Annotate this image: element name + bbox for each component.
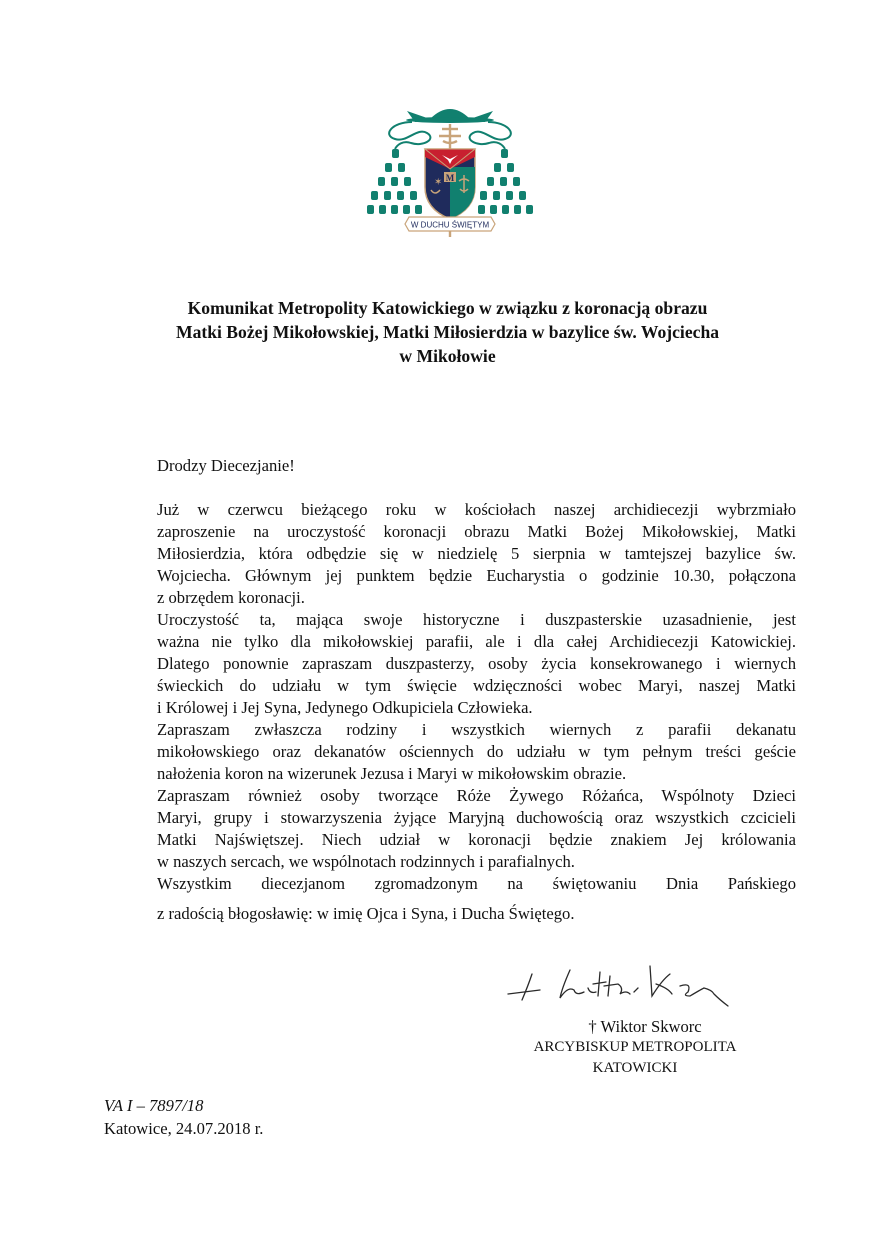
- galero-hat-icon: [406, 109, 494, 123]
- title-line: Komunikat Metropolity Katowickiego w związku z koronacją obrazu: [187, 298, 708, 318]
- signer-role: KATOWICKI: [592, 1060, 678, 1076]
- reference-number: VA I – 7897/18: [104, 1096, 204, 1115]
- greeting: Drodzy Diecezjanie!: [157, 456, 295, 475]
- paragraph-line: Już w czerwcu bieżącego roku w kościołach naszej archidiecezji wybrzmiało: [157, 500, 796, 519]
- handwritten-signature: [500, 950, 750, 1010]
- place-and-date: Katowice, 24.07.2018 r.: [104, 1119, 264, 1138]
- tassels-right-icon: [478, 149, 533, 214]
- tassels-left-icon: [367, 149, 422, 214]
- paragraph-line: Miłosierdzia, która odbędzie się w niedzielę 5 sierpnia w tamtejszej bazylice św.: [157, 544, 796, 563]
- paragraph-line: z obrzędem koronacji.: [157, 588, 305, 607]
- paragraph-line: mikołowskiego oraz dekanatów ościennych do udziału w tym pełnym treści geście: [157, 742, 796, 761]
- paragraph-line: świeckich do udziału w tym święcie wdzięczności wobec Maryi, naszej Matki: [157, 676, 796, 695]
- motto-ribbon: [405, 217, 495, 231]
- svg-text:M: M: [445, 173, 455, 183]
- document-title: [100, 296, 795, 368]
- paragraph-line: Matki Najświętszej. Niech udział w koronacji będzie znakiem Jej królowania: [157, 830, 796, 849]
- signer-role: ARCYBISKUP METROPOLITA: [533, 1039, 737, 1055]
- signer-block: [515, 1016, 755, 1079]
- paragraph: [104, 609, 796, 719]
- paragraph-line: Dlatego ponownie zapraszam duszpasterzy, osoby życia konsekrowanego i wiernych: [157, 654, 796, 673]
- paragraph: [104, 873, 796, 925]
- paragraph-line: w naszych sercach, we wspólnotach rodzinnych i parafialnych.: [157, 852, 575, 871]
- motto-text: W DUCHU ŚWIĘTYM: [410, 220, 490, 230]
- document-reference: [104, 1094, 263, 1140]
- paragraph: [104, 499, 796, 609]
- paragraph-line: z radością błogosławię: w imię Ojca i Syna, i Ducha Świętego.: [157, 904, 575, 923]
- title-line: w Mikołowie: [399, 346, 496, 366]
- shield-icon: [425, 149, 475, 219]
- paragraph-line: Zapraszam również osoby tworzące Róże Żywego Różańca, Wspólnoty Dzieci: [157, 786, 796, 805]
- paragraph-line: nałożenia koron na wizerunek Jezusa i Maryi w mikołowskim obrazie.: [157, 764, 627, 783]
- paragraph-line: Wszystkim diecezjanom zgromadzonym na świętowaniu Dnia Pańskiego: [157, 874, 796, 893]
- archbishop-coat-of-arms: [367, 97, 533, 237]
- paragraph-line: Wojciecha. Głównym jej punktem będzie Eucharystia o godzinie 10.30, połączona: [157, 566, 796, 585]
- paragraph-line: Maryi, grupy i stowarzyszenia żyjące Maryjną duchowością oraz wszystkich czcicieli: [157, 808, 796, 827]
- paragraph: [104, 719, 796, 785]
- paragraph-line: zaproszenie na uroczystość koronacji obrazu Matki Bożej Mikołowskiej, Matki: [157, 522, 796, 541]
- title-line: Matki Bożej Mikołowskiej, Matki Miłosierdzia w bazylice św. Wojciecha: [175, 322, 720, 342]
- paragraph-line: i Królowej i Jej Syna, Jedynego Odkupiciela Człowieka.: [157, 698, 533, 717]
- paragraph-line: Uroczystość ta, mająca swoje historyczne i duszpasterskie uzasadnienie, jest: [157, 610, 796, 629]
- signer-name: † Wiktor Skworc: [588, 1017, 702, 1036]
- paragraph-line: Zapraszam zwłaszcza rodziny i wszystkich wiernych z parafii dekanatu: [157, 720, 796, 739]
- paragraph-line: ważna nie tylko dla mikołowskiej parafii, ale i dla całej Archidiecezji Katowickiej.: [157, 632, 796, 651]
- svg-text:✶: ✶: [434, 177, 443, 188]
- letter-body: [104, 455, 796, 925]
- paragraph: [104, 785, 796, 873]
